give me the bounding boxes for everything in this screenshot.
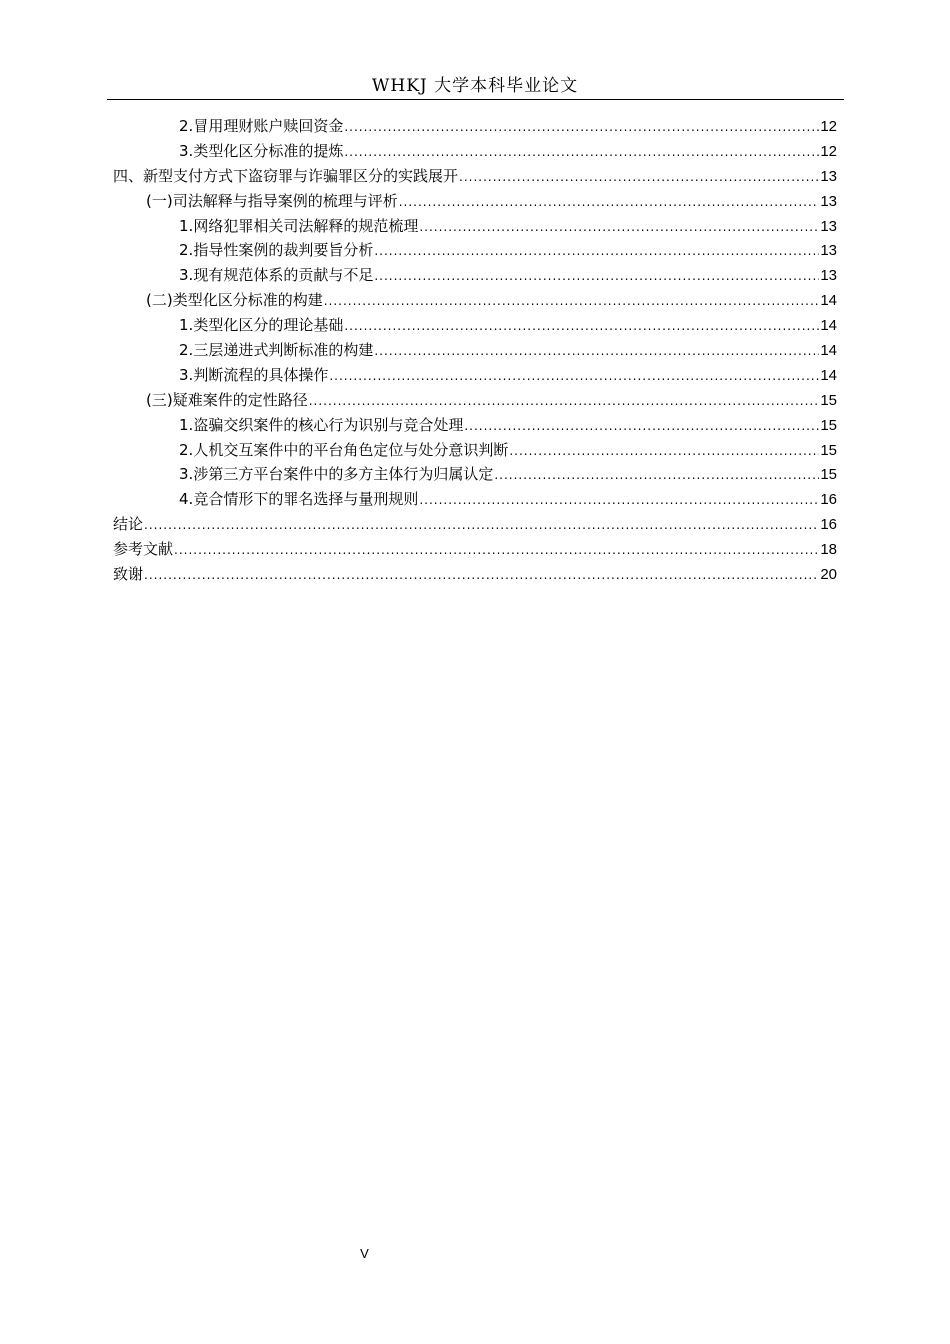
- toc-entry-title: 涉第三方平台案件中的多方主体行为归属认定: [193, 465, 494, 484]
- toc-dot-leader: [309, 389, 820, 414]
- toc-entry-title: 现有规范体系的贡献与不足: [193, 266, 374, 285]
- page-number: V: [360, 1246, 369, 1261]
- toc-dot-leader: [174, 538, 819, 563]
- toc-entry-page: 15: [820, 441, 837, 459]
- toc-entry[interactable]: [113, 413, 837, 438]
- toc-entry-number: 2.: [179, 440, 194, 459]
- toc-dot-leader: [509, 439, 819, 464]
- toc-entry-page: 13: [820, 242, 837, 260]
- toc-entry-page: 14: [820, 317, 837, 335]
- toc-entry-page: 15: [820, 391, 837, 409]
- toc-entry[interactable]: [113, 487, 837, 512]
- toc-entry-title: 指导性案例的裁判要旨分析: [193, 241, 374, 260]
- toc-entry-title: 结论: [113, 515, 144, 534]
- toc-entry-page: 16: [820, 491, 837, 509]
- toc-entry-page: 18: [820, 541, 837, 559]
- toc-entry[interactable]: [113, 537, 837, 562]
- header-divider: [107, 99, 844, 100]
- toc-entry-page: 13: [820, 192, 837, 210]
- toc-entry-page: 13: [820, 217, 837, 235]
- toc-entry-title: 竞合情形下的罪名选择与量刑规则: [193, 490, 419, 509]
- toc-entry[interactable]: [113, 238, 837, 263]
- toc-entry-title: 盗骗交织案件的核心行为识别与竞合处理: [193, 415, 464, 434]
- toc-entry-title: (三)疑难案件的定性路径: [146, 390, 308, 409]
- toc-dot-leader: [344, 314, 819, 339]
- toc-dot-leader: [324, 289, 820, 314]
- toc-entry-number: 1.: [179, 415, 194, 434]
- toc-dot-leader: [374, 264, 819, 289]
- toc-dot-leader: [344, 115, 819, 140]
- page-header-title: WHKJ 大学本科毕业论文: [371, 76, 579, 96]
- toc-entry[interactable]: [113, 462, 837, 487]
- toc-entry-title: 网络犯罪相关司法解释的规范梳理: [193, 216, 419, 235]
- toc-entry-page: 14: [820, 342, 837, 360]
- toc-dot-leader: [464, 414, 819, 439]
- toc-entry-number: 2.: [179, 241, 194, 260]
- toc-entry[interactable]: [113, 313, 837, 338]
- toc-entry-title: 致谢: [113, 565, 144, 584]
- toc-dot-leader: [419, 215, 819, 240]
- toc-entry-page: 16: [820, 516, 837, 534]
- toc-entry-page: 14: [820, 366, 837, 384]
- toc-entry-number: 1.: [179, 316, 194, 335]
- toc-entry-number: 2.: [179, 117, 194, 135]
- table-of-contents: [113, 114, 837, 587]
- toc-entry-title: 人机交互案件中的平台角色定位与处分意识判断: [193, 440, 509, 459]
- toc-entry-number: 4.: [179, 490, 194, 509]
- toc-dot-leader: [344, 140, 819, 165]
- toc-entry[interactable]: [113, 164, 837, 189]
- toc-entry[interactable]: [113, 438, 837, 463]
- toc-entry-number: 3.: [179, 465, 194, 484]
- toc-entry-title: 四、新型支付方式下盗窃罪与诈骗罪区分的实践展开: [113, 166, 459, 185]
- toc-entry-title: 判断流程的具体操作: [193, 365, 329, 384]
- toc-dot-leader: [374, 339, 819, 364]
- toc-entry[interactable]: [113, 388, 837, 413]
- toc-entry-page: 13: [820, 267, 837, 285]
- toc-dot-leader: [329, 364, 819, 389]
- toc-dot-leader: [144, 563, 819, 588]
- toc-entry-number: 1.: [179, 216, 194, 235]
- toc-entry[interactable]: [113, 139, 837, 164]
- toc-dot-leader: [144, 513, 819, 538]
- toc-entry-number: 3.: [179, 141, 194, 160]
- toc-entry-title: 三层递进式判断标准的构建: [193, 341, 374, 360]
- toc-entry-title: 参考文献: [113, 540, 174, 559]
- toc-entry-page: 20: [820, 566, 837, 584]
- toc-entry[interactable]: [113, 114, 837, 139]
- toc-dot-leader: [419, 488, 819, 513]
- toc-entry-page: 15: [820, 466, 837, 484]
- toc-entry[interactable]: [113, 214, 837, 239]
- toc-entry-number: 3.: [179, 266, 194, 285]
- toc-entry-title: (一)司法解释与指导案例的梳理与评析: [146, 191, 398, 210]
- toc-entry[interactable]: [113, 288, 837, 313]
- toc-dot-leader: [399, 190, 820, 215]
- toc-dot-leader: [459, 165, 819, 190]
- toc-entry-page: 14: [820, 292, 837, 310]
- toc-entry[interactable]: [113, 562, 837, 587]
- toc-entry-page: 13: [820, 167, 837, 185]
- toc-entry-number: 3.: [179, 365, 194, 384]
- toc-entry[interactable]: [113, 338, 837, 363]
- toc-entry-title: (二)类型化区分标准的构建: [146, 291, 323, 310]
- toc-entry-title: 类型化区分标准的提炼: [193, 141, 344, 160]
- toc-entry-title: 类型化区分的理论基础: [193, 316, 344, 335]
- toc-entry[interactable]: [113, 263, 837, 288]
- toc-entry-page: 15: [820, 416, 837, 434]
- toc-dot-leader: [494, 463, 819, 488]
- toc-entry-page: 12: [820, 142, 837, 160]
- toc-entry-number: 2.: [179, 341, 194, 360]
- toc-entry[interactable]: [113, 363, 837, 388]
- toc-entry[interactable]: [113, 512, 837, 537]
- toc-entry[interactable]: [113, 189, 837, 214]
- toc-entry-page: 12: [820, 118, 837, 135]
- toc-entry-title: 冒用理财账户赎回资金: [193, 117, 344, 135]
- toc-dot-leader: [374, 239, 819, 264]
